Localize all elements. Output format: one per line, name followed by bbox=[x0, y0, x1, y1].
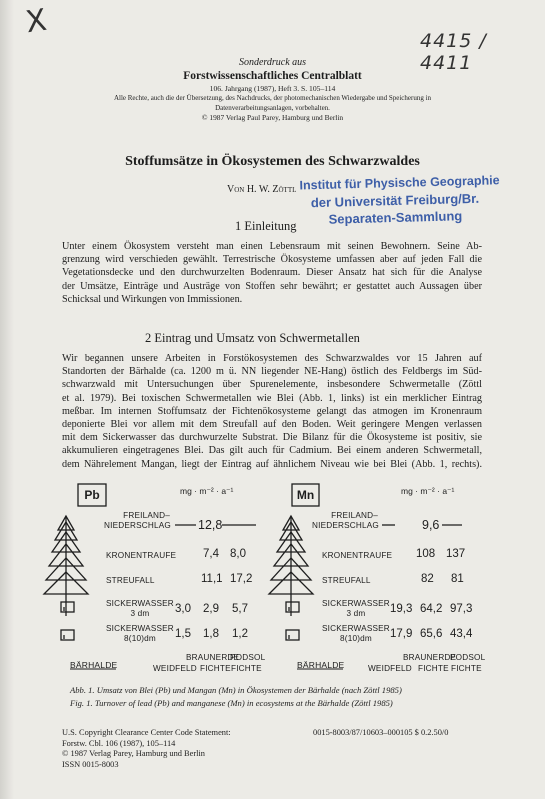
pb-podsol-label: PODSOL bbox=[230, 653, 266, 662]
mn-streufall-podsol: 81 bbox=[451, 573, 464, 585]
text-line: meßbar. Im internen Stoffumsatz der Fichtenökosysteme gelangt das atmogen im Kronenraum bbox=[62, 405, 482, 417]
mn-sicker3-weidfeld: 19,3 bbox=[390, 603, 413, 615]
pb-weidfeld-label: WEIDFELD bbox=[153, 664, 197, 673]
stamp-line-1: Institut für Physische Geographie bbox=[299, 173, 500, 193]
pb-freiland-label-line2: NIEDERSCHLAG bbox=[104, 521, 172, 530]
mn-braunerde-label: BRAUNERDE bbox=[403, 653, 457, 662]
handwritten-corner-mark: X bbox=[23, 2, 49, 41]
pb-site-label: BÄRHALDE bbox=[70, 660, 118, 670]
pb-sicker3-fichte-2: 5,7 bbox=[232, 603, 248, 615]
article-title: Stoffumsätze in Ökosystemen des Schwarzwaldes bbox=[125, 154, 420, 169]
rights-line-2: Datenverarbeitungsanlagen, vorbehalten. bbox=[215, 103, 330, 112]
pb-streufall-label: STREUFALL bbox=[106, 576, 155, 585]
pb-streufall-podsol: 17,2 bbox=[230, 573, 253, 585]
mn-freiland-value: 9,6 bbox=[422, 518, 440, 532]
article-author: Von H. W. Zöttl bbox=[227, 184, 297, 195]
mn-sicker3-fichte-2: 97,3 bbox=[450, 603, 473, 615]
footer-line-3: © 1987 Verlag Parey, Hamburg und Berlin bbox=[62, 749, 205, 758]
mn-sicker8-fichte-1: 65,6 bbox=[420, 628, 443, 640]
mn-sicker8-line2: 8(10)dm bbox=[340, 634, 372, 643]
pb-fichte-2-label: FICHTE bbox=[231, 664, 262, 673]
pb-kronentraufe-label: KRONENTRAUFE bbox=[106, 551, 177, 560]
text-line: grenzung wird verschieden gewählt. Terrestrische Ökosysteme umfassen aber auf jeden Fall die bbox=[62, 254, 482, 266]
figure-1 bbox=[0, 478, 545, 693]
section-1-heading: 1 Einleitung bbox=[235, 219, 297, 233]
text-line: Schicksal und Wirkungen von Immissionen. bbox=[62, 293, 243, 305]
text-line: Vegetationsdecke und den durchwurzelten Bodenraum. Dieser Ansatz hat sich für die Analyse bbox=[62, 267, 482, 279]
pb-sicker3-line2: 3 dm bbox=[130, 609, 150, 618]
pb-sicker8-fichte-2: 1,2 bbox=[232, 628, 248, 640]
issue-info: 106. Jahrgang (1987), Heft 3. S. 105–114 bbox=[209, 84, 336, 93]
mn-freiland-label-line1: FREILAND– bbox=[331, 511, 378, 520]
mn-sicker3-line2: 3 dm bbox=[346, 609, 366, 618]
mn-podsol-label: PODSOL bbox=[450, 653, 486, 662]
offprint-label: Sonderdruck aus bbox=[238, 57, 307, 68]
pb-freiland-label-line1: FREILAND– bbox=[123, 511, 170, 520]
text-line: Standorten der Bärhalde (ca. 1200 m ü. NN liegender NE-Hang) östlich des Feldbergs im Süd- bbox=[62, 366, 482, 378]
footer-line-1: U.S. Copyright Clearance Center Code Statement: bbox=[62, 728, 231, 737]
pb-element-label: Pb bbox=[84, 488, 100, 502]
text-line: der Umsätze, Einträge und Austräge von Stoffen sehr bewährt; er gestattet auch Aussagen über bbox=[62, 280, 482, 292]
pb-unit-label: mg · m⁻² · a⁻¹ bbox=[180, 486, 234, 496]
mn-sicker8-line1: SICKERWASSER bbox=[322, 624, 390, 633]
pb-sicker3-label bbox=[106, 599, 174, 619]
text-line: akkumulieren eingetragenes Blei. Das gilt auch für Cadmium. Bei einem anderen Schwermetall, bbox=[62, 445, 482, 457]
pb-sicker8-label bbox=[106, 624, 174, 644]
mn-sicker8-weidfeld: 17,9 bbox=[390, 628, 413, 640]
footer-code: 0015-8003/87/10603–000105 $ 0.2.50/0 bbox=[313, 728, 449, 737]
mn-element-label: Mn bbox=[296, 488, 315, 502]
right-spruce-tree-icon bbox=[269, 516, 313, 640]
pb-braunerde-label: BRAUNERDE bbox=[186, 653, 240, 662]
mn-sicker3-label bbox=[322, 599, 390, 619]
pb-kronentraufe-braunerde: 7,4 bbox=[203, 548, 219, 560]
mn-sicker3-fichte-1: 64,2 bbox=[420, 603, 443, 615]
mn-weidfeld-label: WEIDFELD bbox=[368, 664, 412, 673]
text-line: Wir begannen unsere Arbeiten in Forstökosystemen des Schwarzwaldes vor 15 Jahren auf bbox=[62, 353, 482, 364]
copyright-footer bbox=[62, 728, 231, 770]
stamp-line-3: Separaten-Sammlung bbox=[328, 208, 463, 227]
text-line: dem Nährelement Mangan, liegt der Eintrag auf ähnlichem Niveau wie bei Blei (Abb. 1, rechts). bbox=[62, 458, 482, 470]
mn-freiland-label-line2: NIEDERSCHLAG bbox=[312, 521, 380, 530]
mn-kronentraufe-podsol: 137 bbox=[446, 548, 466, 560]
mn-sicker8-fichte-2: 43,4 bbox=[450, 628, 473, 640]
mn-fichte-1-label: FICHTE bbox=[418, 664, 449, 673]
pb-streufall-braunerde: 11,1 bbox=[201, 573, 223, 585]
mn-kronentraufe-braunerde: 108 bbox=[416, 548, 436, 560]
pb-sicker8-line1: SICKERWASSER bbox=[106, 624, 174, 633]
left-spruce-tree-icon bbox=[44, 516, 88, 640]
footer-line-4: ISSN 0015-8003 bbox=[62, 759, 119, 769]
mn-freiland-label bbox=[312, 511, 378, 531]
pb-kronentraufe-podsol: 8,0 bbox=[230, 548, 246, 560]
mn-site-label: BÄRHALDE bbox=[297, 660, 345, 670]
offprint-header bbox=[70, 57, 475, 123]
text-line: schwarzwald mit Untersuchungen über Spurenelemente, insbesondere Schwermetalle (Zöttl bbox=[62, 379, 482, 391]
offprint-copyright: © 1987 Verlag Paul Parey, Hamburg und Berlin bbox=[201, 113, 344, 122]
pb-sicker8-line2: 8(10)dm bbox=[124, 634, 156, 643]
section-2-heading: 2 Eintrag und Umsatz von Schwermetallen bbox=[145, 331, 360, 345]
pb-sicker8-weidfeld: 1,5 bbox=[175, 628, 191, 640]
handwritten-catalog-number: 4415 / 4411 bbox=[420, 30, 487, 74]
stamp-line-2: der Universität Freiburg/Br. bbox=[310, 190, 480, 211]
mn-sicker8-label bbox=[322, 624, 390, 644]
pb-sicker3-weidfeld: 3,0 bbox=[175, 603, 191, 615]
pb-fichte-1-label: FICHTE bbox=[200, 664, 231, 673]
text-line: mit dem Sickerwasser das durchwurzelte Substrat. Die Bilanz für die Ökosysteme ist positiv, sie bbox=[62, 432, 482, 444]
pb-sicker8-fichte-1: 1,8 bbox=[203, 628, 219, 640]
text-line: et al. 1979). Bei toxischen Schwermetallen wie Blei (Abb. 1, links) ist ein merklicher Eintrag bbox=[62, 392, 482, 404]
pb-freiland-label bbox=[104, 511, 170, 531]
mn-unit-label: mg · m⁻² · a⁻¹ bbox=[401, 486, 455, 496]
library-stamp bbox=[299, 173, 500, 229]
figure-caption-en: Fig. 1. Turnover of lead (Pb) and manganese (Mn) in ecosystems at the Bärhalde (Zöttl 1985) bbox=[70, 698, 393, 708]
pb-sicker3-fichte-1: 2,9 bbox=[203, 603, 219, 615]
pb-sicker3-line1: SICKERWASSER bbox=[106, 599, 174, 608]
figure-caption-de: Abb. 1. Umsatz von Blei (Pb) und Mangan (Mn) in Ökosystemen der Bärhalde (nach Zöttl 1985) bbox=[70, 685, 402, 695]
text-line: deponierte Blei vor allem mit dem Streufall auf den Boden. Weit geringere Mengen verlassen bbox=[62, 419, 482, 431]
rights-line-1: Alle Rechte, auch die der Übersetzung, des Nachdrucks, der photomechanischen Wiedergabe und Speicherung in bbox=[113, 94, 432, 102]
section-2-paragraph bbox=[62, 352, 482, 471]
mn-sicker3-line1: SICKERWASSER bbox=[322, 599, 390, 608]
pb-freiland-value: 12,8 bbox=[198, 518, 223, 532]
mn-streufall-label: STREUFALL bbox=[322, 576, 371, 585]
footer-line-2: Forstw. Cbl. 106 (1987), 105–114 bbox=[62, 738, 176, 748]
mn-fichte-2-label: FICHTE bbox=[451, 664, 482, 673]
journal-title: Forstwissenschaftliches Centralblatt bbox=[183, 70, 362, 82]
section-1-paragraph bbox=[62, 240, 482, 306]
mn-streufall-braunerde: 82 bbox=[421, 573, 434, 585]
mn-kronentraufe-label: KRONENTRAUFE bbox=[322, 551, 393, 560]
text-line: Unter einem Ökosystem versteht man einen Lebensraum mit seinen Bewohnern. Seine Ab- bbox=[62, 241, 482, 252]
